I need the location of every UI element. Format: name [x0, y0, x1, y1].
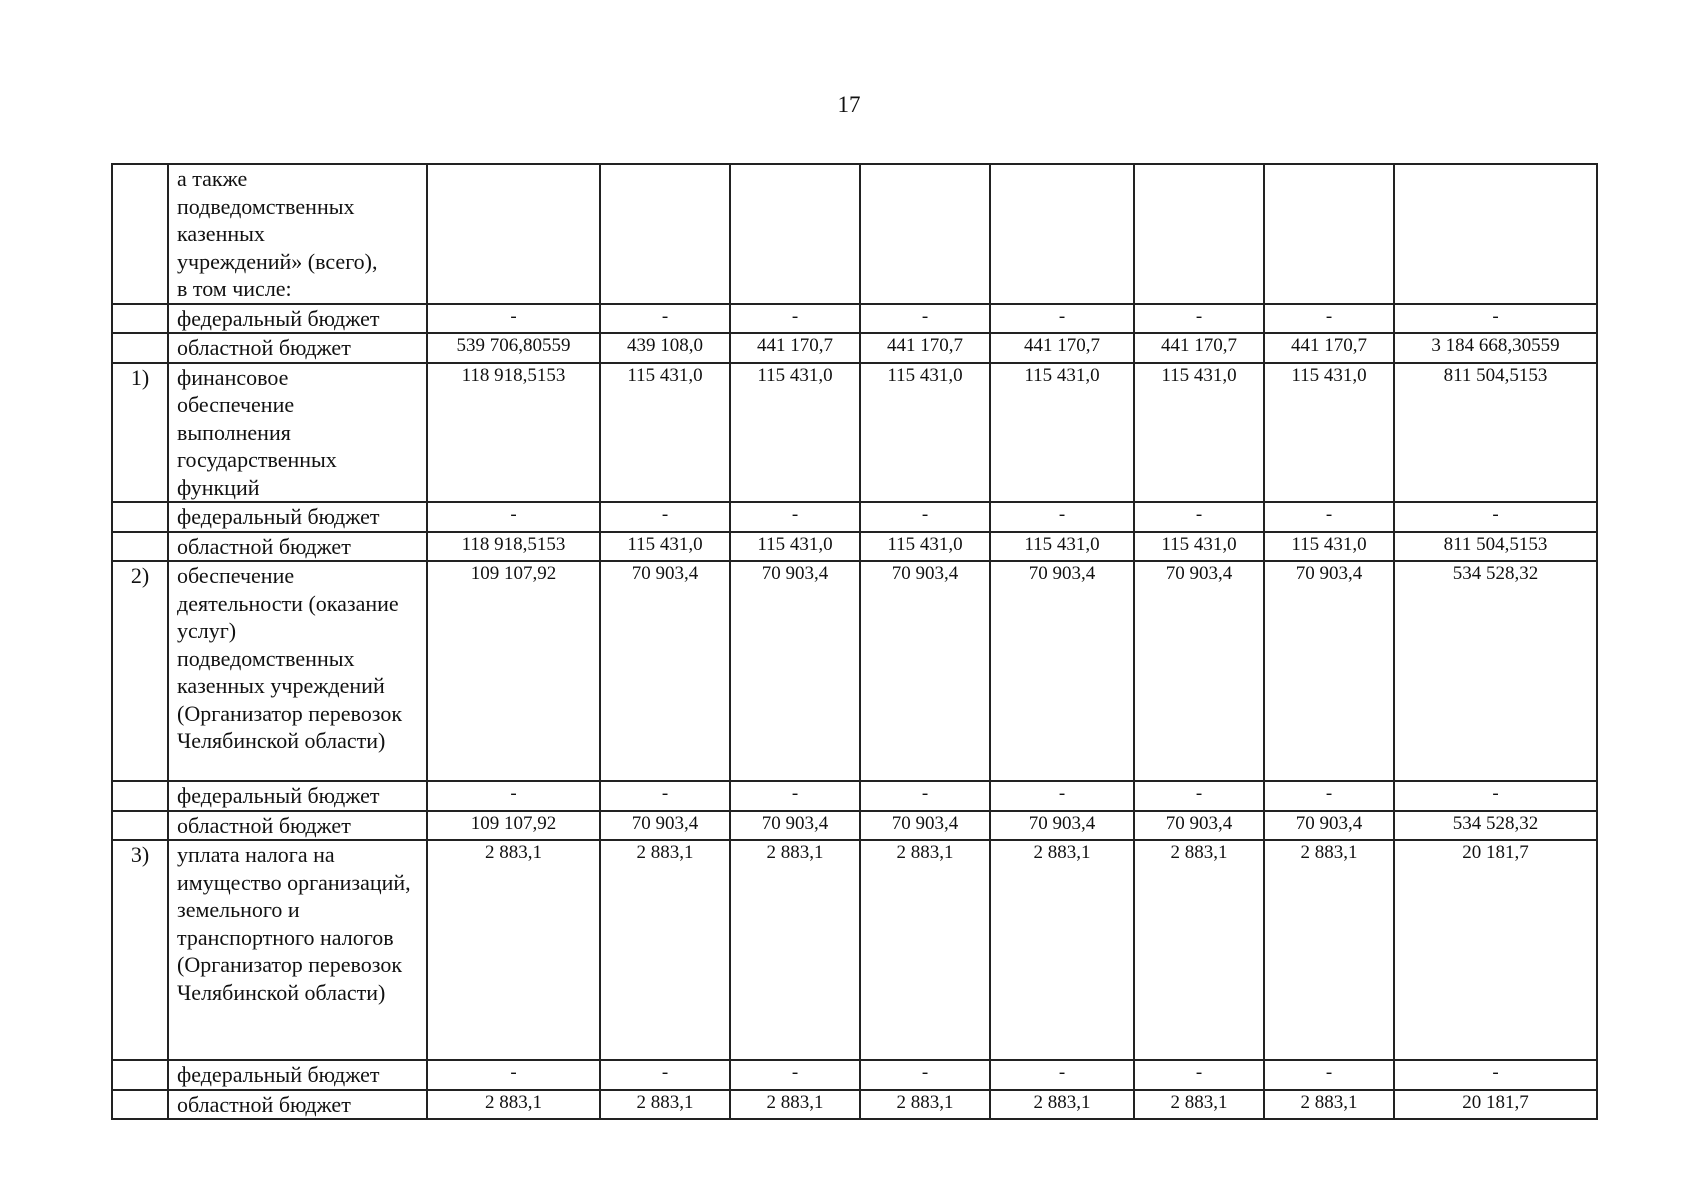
value-cell: - — [600, 781, 730, 811]
value-cell: 811 504,5153 — [1394, 532, 1597, 562]
row-label — [168, 840, 427, 1060]
value-cell: - — [427, 304, 600, 334]
value-cell: 20 181,7 — [1394, 1090, 1597, 1120]
value-cell: 2 883,1 — [600, 1090, 730, 1120]
value-cell: 20 181,7 — [1394, 840, 1597, 1060]
row-label-text: областной бюджет — [177, 1091, 351, 1117]
row-label — [168, 304, 427, 334]
value-cell: 3 184 668,30559 — [1394, 333, 1597, 363]
value-cell: - — [990, 304, 1134, 334]
row-label-text: областной бюджет — [177, 335, 351, 360]
value-cell: 2 883,1 — [990, 1090, 1134, 1120]
value-cell: 70 903,4 — [990, 561, 1134, 781]
value-cell: 115 431,0 — [730, 532, 860, 562]
row-label — [168, 333, 427, 363]
row-label — [168, 811, 427, 841]
value-cell: - — [427, 781, 600, 811]
row-label — [168, 1090, 427, 1120]
value-cell: 2 883,1 — [730, 1090, 860, 1120]
table-row — [112, 840, 1597, 1060]
value-cell: 441 170,7 — [990, 333, 1134, 363]
value-cell: 115 431,0 — [600, 363, 730, 503]
table-row — [112, 781, 1597, 811]
value-cell — [427, 164, 600, 304]
value-cell: - — [860, 304, 990, 334]
value-cell: - — [860, 781, 990, 811]
value-cell: - — [990, 502, 1134, 532]
value-cell: - — [600, 304, 730, 334]
value-cell: 70 903,4 — [1134, 811, 1264, 841]
value-cell: - — [860, 1060, 990, 1090]
value-cell: - — [730, 1060, 860, 1090]
value-cell: 2 883,1 — [1264, 840, 1394, 1060]
table-row — [112, 363, 1597, 503]
value-cell: 534 528,32 — [1394, 561, 1597, 781]
value-cell — [600, 164, 730, 304]
value-cell: 439 108,0 — [600, 333, 730, 363]
value-cell: 118 918,5153 — [427, 363, 600, 503]
value-cell: 2 883,1 — [1264, 1090, 1394, 1120]
value-cell: - — [1394, 1060, 1597, 1090]
table-row — [112, 1060, 1597, 1090]
value-cell: 70 903,4 — [1264, 811, 1394, 841]
value-cell: - — [730, 781, 860, 811]
value-cell: 115 431,0 — [990, 532, 1134, 562]
value-cell: 70 903,4 — [730, 811, 860, 841]
value-cell: 539 706,80559 — [427, 333, 600, 363]
page-number: 17 — [837, 92, 861, 117]
value-cell: 2 883,1 — [1134, 840, 1264, 1060]
row-label — [168, 532, 427, 562]
value-cell: 2 883,1 — [990, 840, 1134, 1060]
value-cell: 115 431,0 — [600, 532, 730, 562]
value-cell: 2 883,1 — [860, 1090, 990, 1120]
row-index — [112, 781, 168, 811]
value-cell: 115 431,0 — [730, 363, 860, 503]
value-cell: 2 883,1 — [427, 840, 600, 1060]
table-row — [112, 333, 1597, 363]
value-cell: - — [730, 304, 860, 334]
value-cell: - — [1264, 781, 1394, 811]
row-label-text: областной бюджет — [177, 812, 351, 838]
row-label-text: федеральный бюджет — [177, 504, 380, 529]
row-label — [168, 363, 427, 503]
value-cell: - — [990, 781, 1134, 811]
table-row — [112, 561, 1597, 781]
value-cell — [1264, 164, 1394, 304]
value-cell: 2 883,1 — [600, 840, 730, 1060]
row-index — [112, 1060, 168, 1090]
value-cell: - — [1134, 781, 1264, 811]
value-cell: - — [1264, 304, 1394, 334]
row-index: 2) — [112, 561, 168, 781]
value-cell: - — [600, 502, 730, 532]
value-cell — [860, 164, 990, 304]
table-row — [112, 304, 1597, 334]
row-index — [112, 532, 168, 562]
value-cell: 2 883,1 — [427, 1090, 600, 1120]
value-cell: 441 170,7 — [1134, 333, 1264, 363]
row-label — [168, 561, 427, 781]
value-cell: - — [1264, 502, 1394, 532]
value-cell — [730, 164, 860, 304]
row-label-text: федеральный бюджет — [177, 783, 380, 808]
value-cell: - — [427, 1060, 600, 1090]
row-label-text: областной бюджет — [177, 533, 351, 559]
value-cell: 70 903,4 — [1134, 561, 1264, 781]
value-cell: 70 903,4 — [990, 811, 1134, 841]
value-cell — [990, 164, 1134, 304]
value-cell: 115 431,0 — [1264, 363, 1394, 503]
value-cell: 109 107,92 — [427, 561, 600, 781]
budget-table — [111, 163, 1598, 1120]
row-index — [112, 304, 168, 334]
value-cell: - — [427, 502, 600, 532]
row-label-text: уплата налога на имущество организаций, земельного и транспортного налогов (Организатор перевозок Челябинской области) — [177, 842, 411, 1005]
value-cell: 115 431,0 — [1134, 532, 1264, 562]
value-cell: 115 431,0 — [860, 363, 990, 503]
value-cell: 811 504,5153 — [1394, 363, 1597, 503]
row-label-text: обеспечение деятельности (оказание услуг) подведомственных казенных учреждений (Организатор перевозок Челябинской области) — [177, 563, 403, 753]
value-cell: 115 431,0 — [860, 532, 990, 562]
value-cell: 70 903,4 — [1264, 561, 1394, 781]
value-cell: - — [1394, 502, 1597, 532]
value-cell: - — [1134, 502, 1264, 532]
value-cell: 534 528,32 — [1394, 811, 1597, 841]
row-label-text: федеральный бюджет — [177, 1062, 380, 1087]
table-row — [112, 164, 1597, 304]
table-row — [112, 1090, 1597, 1120]
table-row — [112, 811, 1597, 841]
value-cell: 70 903,4 — [860, 561, 990, 781]
value-cell — [1394, 164, 1597, 304]
row-label-text: федеральный бюджет — [177, 305, 380, 331]
value-cell: 118 918,5153 — [427, 532, 600, 562]
value-cell: - — [860, 502, 990, 532]
row-index — [112, 811, 168, 841]
value-cell: - — [1134, 304, 1264, 334]
row-index: 3) — [112, 840, 168, 1060]
value-cell: - — [1394, 304, 1597, 334]
value-cell: 70 903,4 — [600, 561, 730, 781]
value-cell: 441 170,7 — [1264, 333, 1394, 363]
value-cell: 115 431,0 — [1134, 363, 1264, 503]
value-cell: - — [600, 1060, 730, 1090]
value-cell: - — [1264, 1060, 1394, 1090]
value-cell: 70 903,4 — [600, 811, 730, 841]
value-cell: 70 903,4 — [860, 811, 990, 841]
row-index — [112, 1090, 168, 1120]
row-label-text: финансовое обеспечение выполнения государственных функций — [177, 364, 337, 500]
table-row — [112, 532, 1597, 562]
value-cell: 2 883,1 — [1134, 1090, 1264, 1120]
row-index — [112, 502, 168, 532]
value-cell: - — [730, 502, 860, 532]
value-cell: 441 170,7 — [860, 333, 990, 363]
row-label-text: а также подведомственных казенных учреждений» (всего), в том числе: — [177, 166, 378, 301]
value-cell: - — [1394, 781, 1597, 811]
value-cell: 2 883,1 — [730, 840, 860, 1060]
row-label — [168, 1060, 427, 1090]
value-cell: 441 170,7 — [730, 333, 860, 363]
value-cell: 70 903,4 — [730, 561, 860, 781]
value-cell — [1134, 164, 1264, 304]
value-cell: - — [1134, 1060, 1264, 1090]
value-cell: 115 431,0 — [1264, 532, 1394, 562]
value-cell: 109 107,92 — [427, 811, 600, 841]
row-label — [168, 164, 427, 304]
row-index: 1) — [112, 363, 168, 503]
row-index — [112, 164, 168, 304]
row-label — [168, 781, 427, 811]
value-cell: - — [990, 1060, 1134, 1090]
row-label — [168, 502, 427, 532]
value-cell: 2 883,1 — [860, 840, 990, 1060]
table-row — [112, 502, 1597, 532]
value-cell: 115 431,0 — [990, 363, 1134, 503]
row-index — [112, 333, 168, 363]
